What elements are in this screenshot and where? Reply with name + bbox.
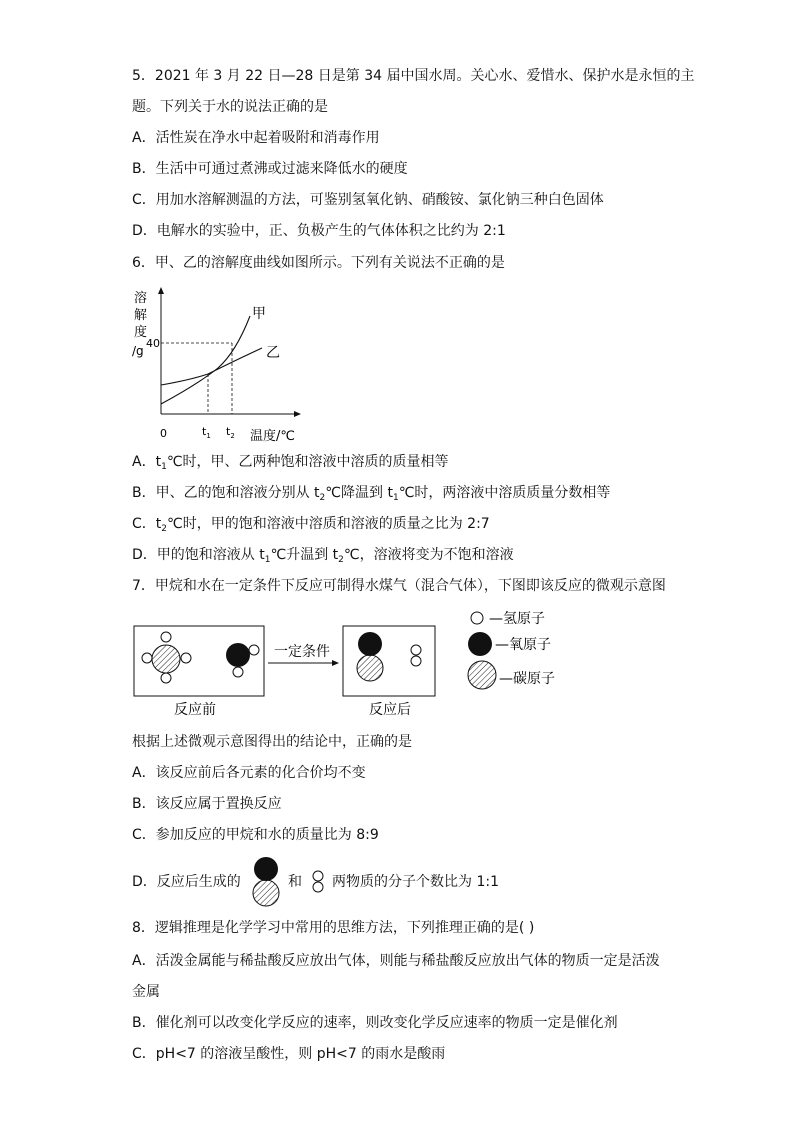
curve-yi xyxy=(161,348,262,385)
q5-option-d: D．电解水的实验中，正、负极产生的气体体积之比约为 2:1 xyxy=(132,223,506,239)
t2-label: $t_2$ xyxy=(226,425,235,440)
y-label-2: 解 xyxy=(134,308,148,323)
q6-option-b: B．甲、乙的饱和溶液分别从 $t_2℃$降温到 $t_1℃$时，两溶液中溶质质量分数相等 xyxy=(132,485,611,503)
q8-option-a-line1: A．活泼金属能与稀盐酸反应放出气体，则能与稀盐酸反应放出气体的物质一定是活泼 xyxy=(132,953,660,969)
q7-option-a: A．该反应前后各元素的化合价均不变 xyxy=(132,765,366,781)
y-tick-40: 40 xyxy=(146,337,160,350)
solubility-graph xyxy=(128,282,308,450)
q6-option-c: C．$t_2℃$时，甲的饱和溶液中溶质和溶液的质量之比为 2:7 xyxy=(132,516,490,534)
legend-oxygen-icon xyxy=(468,632,492,656)
h2-molecule-icon xyxy=(310,868,326,896)
legend-hydrogen-icon xyxy=(471,612,483,624)
q7-option-d-suffix: 两物质的分子个数比为 1:1 xyxy=(332,874,499,890)
y-label-1: 溶 xyxy=(134,291,148,306)
q5-option-b: B．生活中可通过煮沸或过滤来降低水的硬度 xyxy=(132,161,408,177)
legend-hydrogen-label: —氢原子 xyxy=(489,611,545,627)
after-label: 反应后 xyxy=(369,702,411,718)
q8-stem: 8．逻辑推理是化学学习中常用的思维方法，下列推理正确的是( ) xyxy=(132,920,535,936)
q7-option-b: B．该反应属于置换反应 xyxy=(132,796,282,812)
q7-option-d-and: 和 xyxy=(288,874,302,890)
q5-option-a: A．活性炭在净水中起着吸附和消毒作用 xyxy=(132,130,380,146)
q7-option-c: C．参加反应的甲烷和水的质量比为 8:9 xyxy=(132,827,379,843)
x-label: 温度/℃ xyxy=(250,429,295,444)
q8-option-c: C．pH<7 的溶液呈酸性，则 pH<7 的雨水是酸雨 xyxy=(132,1046,446,1062)
legend-oxygen-label: —氧原子 xyxy=(495,637,551,653)
y-label-3: 度 xyxy=(134,325,148,340)
q5-stem-line1: 5．2021 年 3 月 22 日—28 日是第 34 届中国水周。关心水、爱惜水、保护水是永恒的主 xyxy=(132,68,695,84)
q7-conclusion: 根据上述微观示意图得出的结论中，正确的是 xyxy=(132,734,412,750)
label-jia: 甲 xyxy=(252,306,266,322)
legend-carbon-label: —碳原子 xyxy=(499,671,555,687)
q8-option-b: B．催化剂可以改变化学反应的速率，则改变化学反应速率的物质一定是催化剂 xyxy=(132,1015,618,1031)
origin-label: 0 xyxy=(160,427,167,440)
q6-option-a: A．$t_1℃$时，甲、乙两种饱和溶液中溶质的质量相等 xyxy=(132,454,449,472)
condition-label: 一定条件 xyxy=(274,644,330,660)
q6-stem: 6．甲、乙的溶解度曲线如图所示。下列有关说法不正确的是 xyxy=(132,255,505,271)
label-yi: 乙 xyxy=(266,345,280,361)
y-label-4: /g xyxy=(132,344,144,358)
reaction-diagram xyxy=(128,604,578,724)
q7-option-d-prefix: D．反应后生成的 xyxy=(132,874,241,890)
q5-stem-line2: 题。下列关于水的说法正确的是 xyxy=(132,99,328,115)
q8-option-a-line2: 金属 xyxy=(132,984,160,1000)
before-label: 反应前 xyxy=(174,702,216,718)
q6-option-d: D．甲的饱和溶液从 $t_1℃$升温到 $t_2℃$，溶液将变为不饱和溶液 xyxy=(132,547,514,565)
co-molecule-icon xyxy=(248,854,284,910)
q7-stem: 7．甲烷和水在一定条件下反应可制得水煤气（混合气体），下图即该反应的微观示意图 xyxy=(132,578,666,594)
t1-label: $t_1$ xyxy=(202,425,211,440)
q5-option-c: C．用加水溶解测温的方法，可鉴别氢氧化钠、硝酸铵、氯化钠三种白色固体 xyxy=(132,192,604,208)
legend-carbon-icon xyxy=(468,661,496,689)
